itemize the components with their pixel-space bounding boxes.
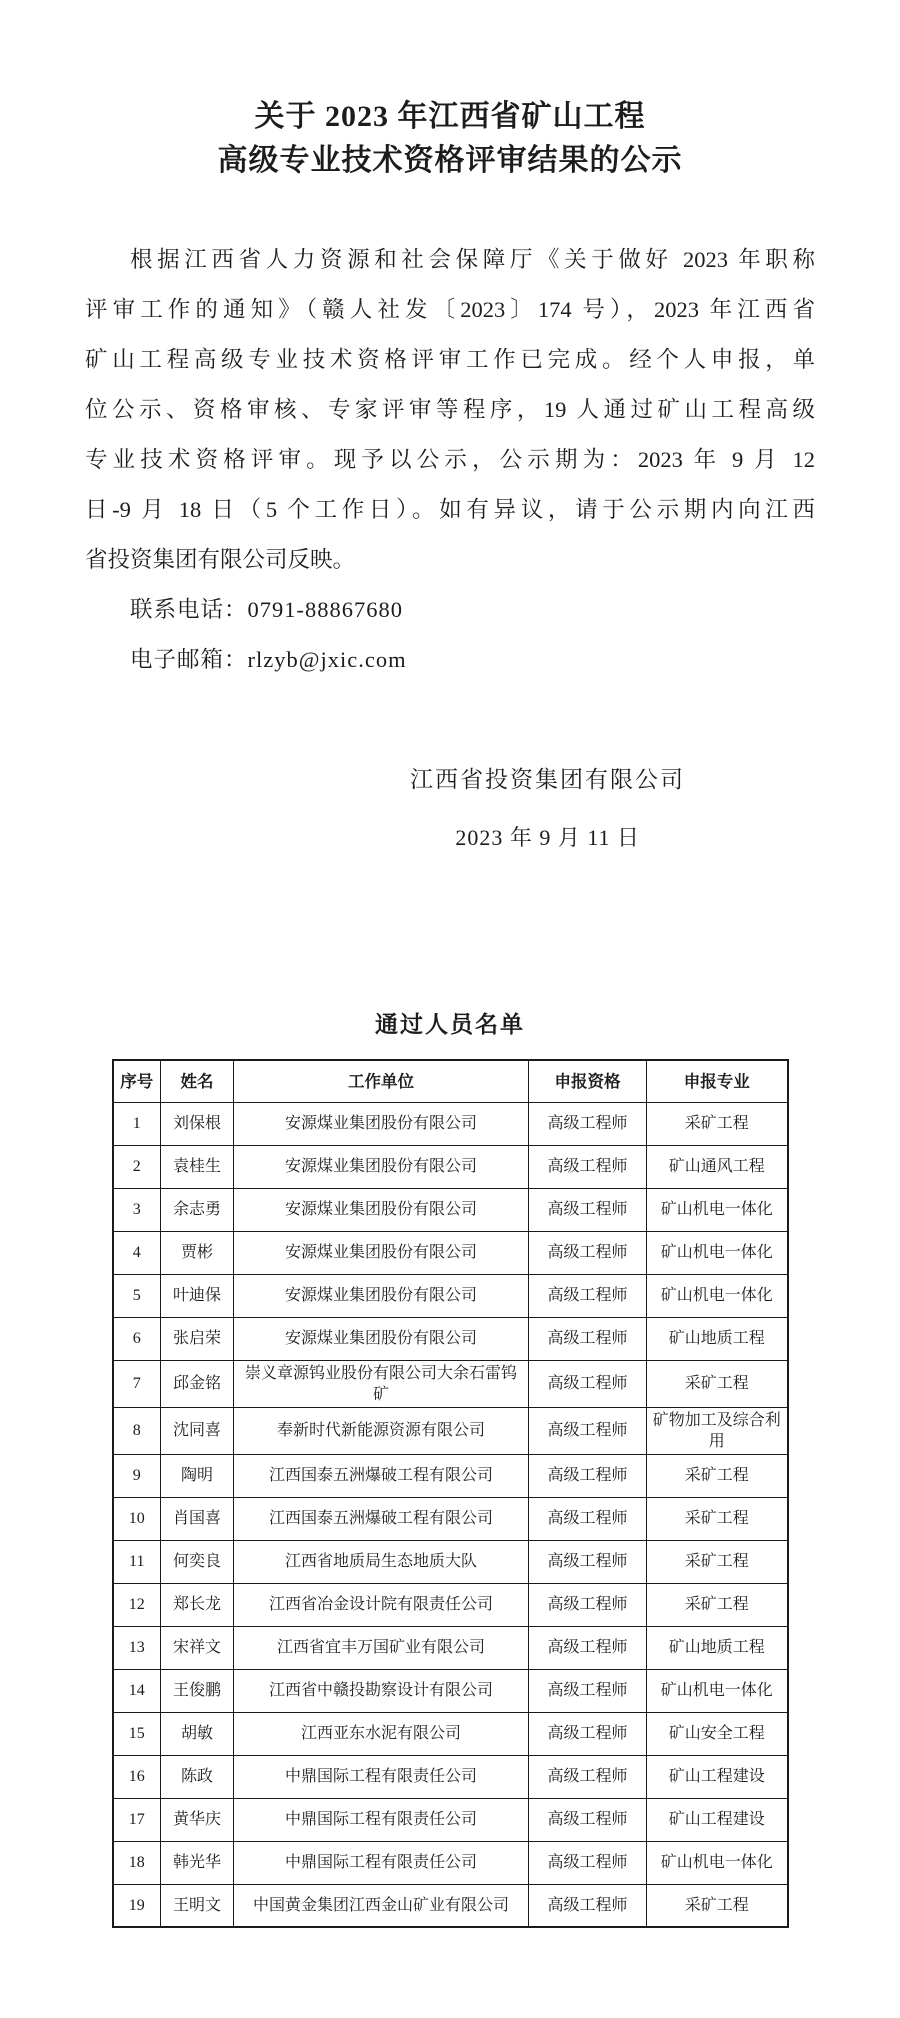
cell-qualification: 高级工程师 [529,1102,647,1145]
paragraph-line: 位公示、资格审核、专家评审等程序，19 人通过矿山工程高级 [85,397,815,422]
cell-name: 刘保根 [161,1102,234,1145]
cell-index: 1 [113,1102,161,1145]
cell-specialty: 矿物加工及综合利用 [647,1407,788,1454]
table-row [113,1188,788,1231]
cell-qualification: 高级工程师 [529,1540,647,1583]
cell-index: 5 [113,1274,161,1317]
cell-index: 4 [113,1231,161,1274]
header-qualification: 申报资格 [529,1060,647,1102]
cell-employer: 中国黄金集团江西金山矿业有限公司 [234,1884,529,1927]
cell-index: 6 [113,1317,161,1360]
table-row [113,1145,788,1188]
table-row [113,1712,788,1755]
cell-employer: 崇义章源钨业股份有限公司大余石雷钨矿 [234,1360,529,1407]
approved-personnel-table [112,1059,789,1928]
paragraph-line: 日-9 月 18 日（5 个工作日）。如有异议，请于公示期内向江西 [85,497,815,522]
contact-email-value: rlzyb@jxic.com [247,647,407,672]
cell-specialty: 矿山机电一体化 [647,1231,788,1274]
cell-qualification: 高级工程师 [529,1145,647,1188]
cell-name: 黄华庆 [161,1798,234,1841]
contact-phone-line [85,585,815,635]
table-row [113,1884,788,1927]
cell-employer: 江西国泰五洲爆破工程有限公司 [234,1454,529,1497]
table-row [113,1841,788,1884]
cell-name: 肖国喜 [161,1497,234,1540]
cell-qualification: 高级工程师 [529,1626,647,1669]
cell-name: 韩光华 [161,1841,234,1884]
cell-employer: 江西省宜丰万国矿业有限公司 [234,1626,529,1669]
cell-specialty: 矿山工程建设 [647,1755,788,1798]
cell-index: 18 [113,1841,161,1884]
table-title: 通过人员名单 [375,1012,525,1037]
header-employer: 工作单位 [234,1060,529,1102]
cell-name: 宋祥文 [161,1626,234,1669]
table-row [113,1102,788,1145]
table-row [113,1798,788,1841]
document-title [0,0,900,183]
cell-index: 7 [113,1360,161,1407]
table-row [113,1360,788,1407]
paragraph-line: 矿山工程高级专业技术资格评审工作已完成。经个人申报，单 [85,347,815,372]
cell-name: 陶明 [161,1454,234,1497]
cell-name: 贾彬 [161,1231,234,1274]
cell-employer: 江西亚东水泥有限公司 [234,1712,529,1755]
cell-specialty: 矿山安全工程 [647,1712,788,1755]
cell-qualification: 高级工程师 [529,1669,647,1712]
cell-specialty: 采矿工程 [647,1454,788,1497]
cell-name: 王明文 [161,1884,234,1927]
signature-company: 江西省投资集团有限公司 [410,767,685,792]
cell-index: 9 [113,1454,161,1497]
cell-name: 邱金铭 [161,1360,234,1407]
cell-qualification: 高级工程师 [529,1497,647,1540]
cell-employer: 江西省冶金设计院有限责任公司 [234,1583,529,1626]
contact-phone-label: 联系电话： [130,597,248,622]
cell-specialty: 矿山通风工程 [647,1145,788,1188]
cell-name: 王俊鹏 [161,1669,234,1712]
cell-employer: 安源煤业集团股份有限公司 [234,1317,529,1360]
cell-employer: 江西省地质局生态地质大队 [234,1540,529,1583]
cell-name: 叶迪保 [161,1274,234,1317]
cell-specialty: 采矿工程 [647,1497,788,1540]
cell-specialty: 采矿工程 [647,1360,788,1407]
cell-qualification: 高级工程师 [529,1798,647,1841]
cell-name: 何奕良 [161,1540,234,1583]
table-row [113,1540,788,1583]
cell-name: 袁桂生 [161,1145,234,1188]
results-table-body [113,1102,788,1927]
cell-qualification: 高级工程师 [529,1583,647,1626]
cell-specialty: 矿山地质工程 [647,1626,788,1669]
table-header-row [113,1060,788,1102]
cell-employer: 安源煤业集团股份有限公司 [234,1231,529,1274]
cell-name: 郑长龙 [161,1583,234,1626]
paragraph-line: 省投资集团有限公司反映。 [85,547,356,572]
table-row [113,1497,788,1540]
cell-index: 16 [113,1755,161,1798]
cell-specialty: 采矿工程 [647,1540,788,1583]
cell-employer: 安源煤业集团股份有限公司 [234,1274,529,1317]
cell-index: 3 [113,1188,161,1231]
cell-name: 张启荣 [161,1317,234,1360]
cell-name: 余志勇 [161,1188,234,1231]
document-title-line2: 高级专业技术资格评审结果的公示 [217,144,683,177]
cell-qualification: 高级工程师 [529,1188,647,1231]
cell-specialty: 采矿工程 [647,1583,788,1626]
header-specialty: 申报专业 [647,1060,788,1102]
cell-name: 胡敏 [161,1712,234,1755]
cell-employer: 安源煤业集团股份有限公司 [234,1102,529,1145]
cell-name: 陈政 [161,1755,234,1798]
cell-index: 17 [113,1798,161,1841]
cell-specialty: 矿山机电一体化 [647,1274,788,1317]
cell-qualification: 高级工程师 [529,1274,647,1317]
cell-qualification: 高级工程师 [529,1712,647,1755]
cell-index: 14 [113,1669,161,1712]
cell-employer: 江西省中赣投勘察设计有限公司 [234,1669,529,1712]
cell-name: 沈同喜 [161,1407,234,1454]
contact-phone-value: 0791-88867680 [247,597,404,622]
signature-date: 2023 年 9 月 11 日 [455,825,640,850]
table-row [113,1231,788,1274]
cell-specialty: 采矿工程 [647,1102,788,1145]
contact-email-label: 电子邮箱： [130,647,248,672]
cell-employer: 中鼎国际工程有限责任公司 [234,1798,529,1841]
cell-index: 10 [113,1497,161,1540]
cell-specialty: 矿山机电一体化 [647,1188,788,1231]
cell-employer: 江西国泰五洲爆破工程有限公司 [234,1497,529,1540]
announcement-paragraph [85,235,815,585]
cell-qualification: 高级工程师 [529,1884,647,1927]
cell-specialty: 矿山地质工程 [647,1317,788,1360]
table-row [113,1274,788,1317]
paragraph-line: 专业技术资格评审。现予以公示，公示期为：2023 年 9 月 12 [85,447,815,472]
contact-email-line [85,635,815,685]
cell-qualification: 高级工程师 [529,1454,647,1497]
document-title-line1: 关于 2023 年江西省矿山工程 [254,100,646,133]
cell-qualification: 高级工程师 [529,1317,647,1360]
paragraph-line: 根据江西省人力资源和社会保障厅《关于做好 2023 年职称 [130,247,815,272]
cell-specialty: 矿山机电一体化 [647,1841,788,1884]
cell-index: 11 [113,1540,161,1583]
cell-index: 12 [113,1583,161,1626]
cell-employer: 安源煤业集团股份有限公司 [234,1188,529,1231]
cell-index: 15 [113,1712,161,1755]
cell-specialty: 矿山工程建设 [647,1798,788,1841]
cell-qualification: 高级工程师 [529,1360,647,1407]
table-row [113,1407,788,1454]
cell-employer: 奉新时代新能源资源有限公司 [234,1407,529,1454]
table-row [113,1626,788,1669]
header-index: 序号 [113,1060,161,1102]
paragraph-line: 评审工作的通知》（赣人社发〔2023〕174 号），2023 年江西省 [85,297,815,322]
cell-employer: 中鼎国际工程有限责任公司 [234,1841,529,1884]
table-row [113,1669,788,1712]
cell-index: 13 [113,1626,161,1669]
cell-qualification: 高级工程师 [529,1407,647,1454]
table-row [113,1454,788,1497]
table-row [113,1583,788,1626]
cell-specialty: 采矿工程 [647,1884,788,1927]
cell-index: 2 [113,1145,161,1188]
header-name: 姓名 [161,1060,234,1102]
cell-employer: 安源煤业集团股份有限公司 [234,1145,529,1188]
table-row [113,1317,788,1360]
cell-qualification: 高级工程师 [529,1755,647,1798]
cell-qualification: 高级工程师 [529,1841,647,1884]
table-row [113,1755,788,1798]
cell-index: 8 [113,1407,161,1454]
cell-employer: 中鼎国际工程有限责任公司 [234,1755,529,1798]
cell-qualification: 高级工程师 [529,1231,647,1274]
cell-index: 19 [113,1884,161,1927]
cell-specialty: 矿山机电一体化 [647,1669,788,1712]
